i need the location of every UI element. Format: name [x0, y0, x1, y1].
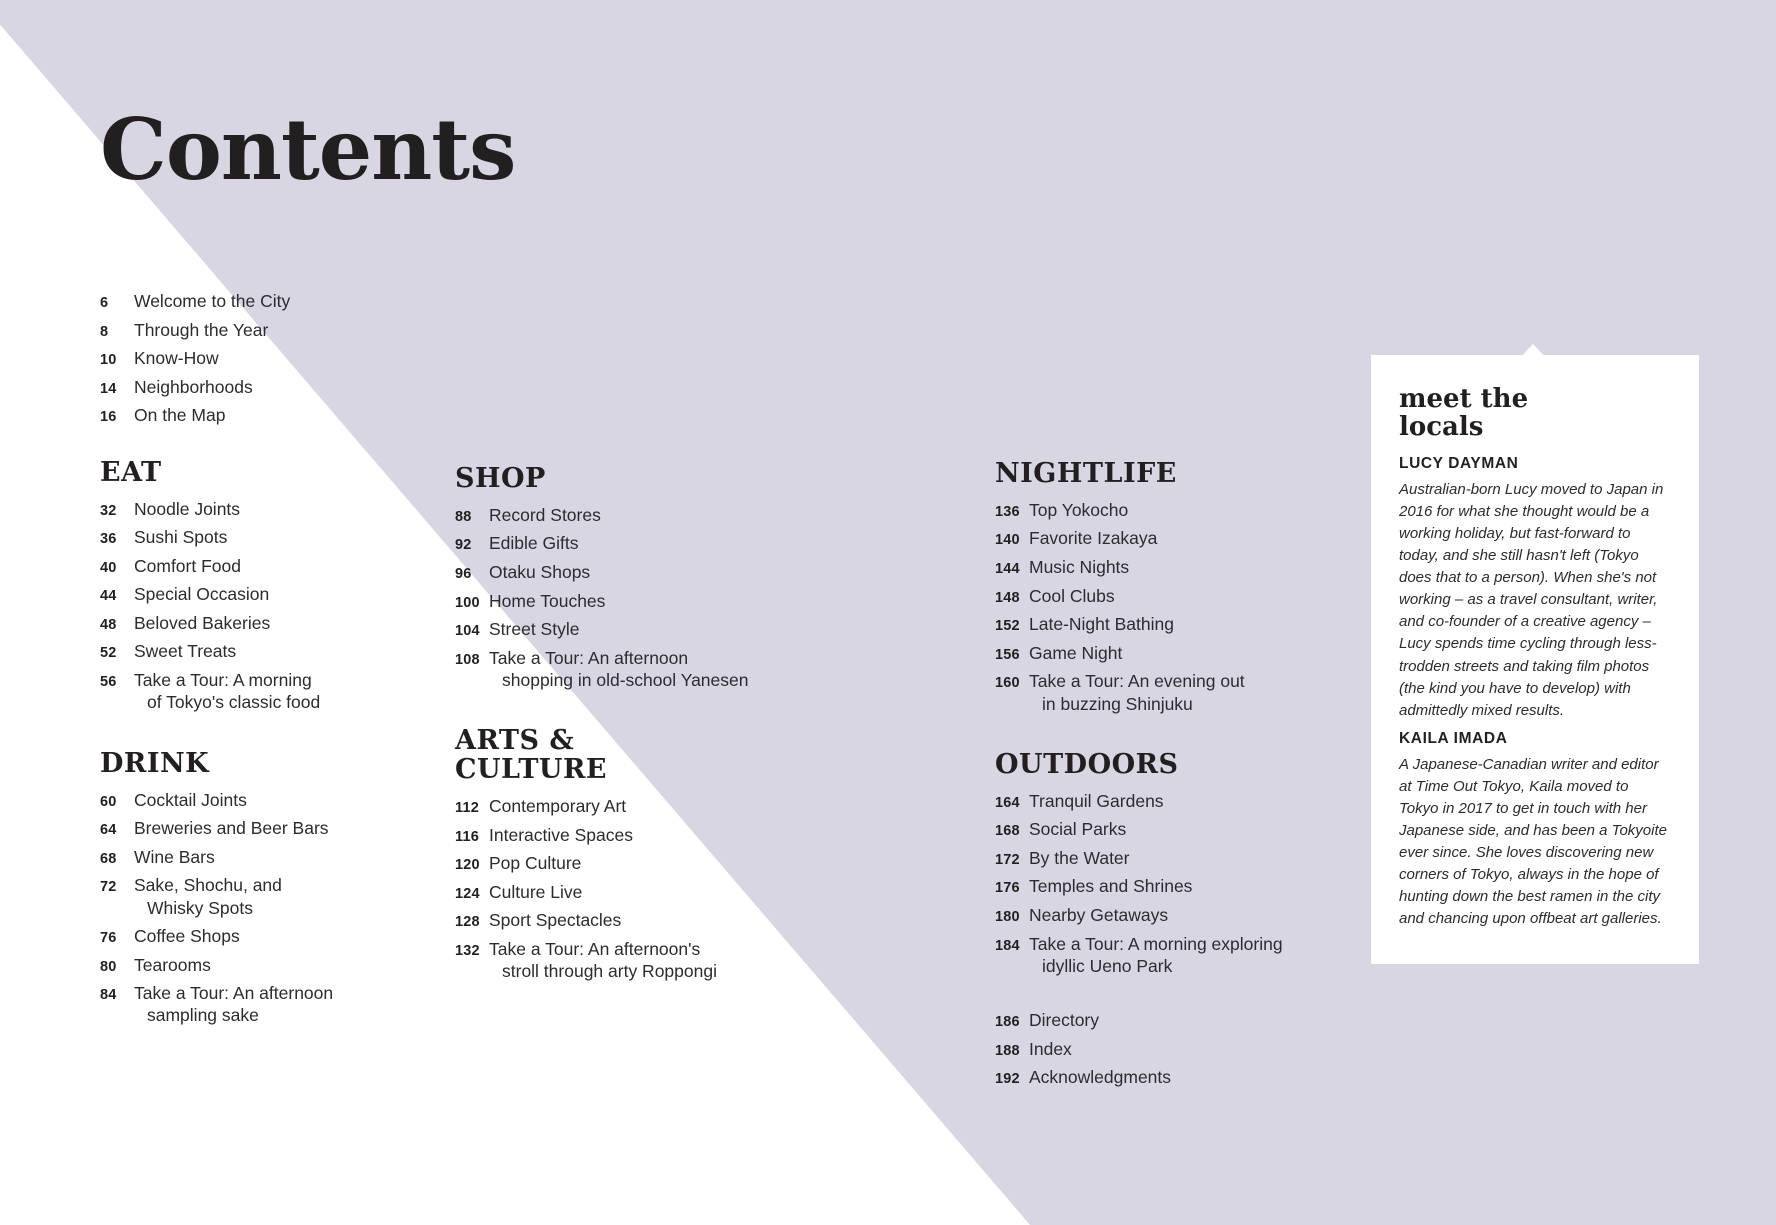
- page-number: 124: [455, 885, 480, 902]
- page-number: 116: [455, 828, 479, 845]
- page-number: 188: [995, 1042, 1020, 1059]
- page-number: 52: [100, 645, 117, 662]
- list-item[interactable]: [100, 669, 400, 714]
- list-item[interactable]: [455, 909, 760, 932]
- list-item[interactable]: [455, 795, 760, 818]
- list-item[interactable]: [100, 846, 400, 869]
- page-number: 72: [100, 879, 117, 896]
- section-heading-eat: EAT: [100, 456, 162, 488]
- list-item[interactable]: [995, 790, 1305, 813]
- list-item[interactable]: [100, 925, 400, 948]
- page-number: 144: [995, 560, 1020, 577]
- page-number: 136: [995, 503, 1020, 520]
- entry-label-line2: of Tokyo's classic food: [147, 692, 321, 713]
- list-item[interactable]: [100, 555, 400, 578]
- list-item[interactable]: [100, 789, 400, 812]
- local-name: KAILA IMADA: [1399, 729, 1508, 747]
- list-item[interactable]: [455, 881, 760, 904]
- entry-label: Wine Bars: [134, 846, 215, 867]
- page-number: 92: [455, 537, 472, 554]
- entry-label-line2: stroll through arty Roppongi: [502, 961, 717, 982]
- entry-label: Temples and Shrines: [1029, 876, 1193, 897]
- entry-label: Record Stores: [489, 504, 601, 525]
- section-heading-shop: SHOP: [455, 463, 546, 494]
- entry-label: [134, 874, 400, 919]
- page-number: 32: [100, 502, 117, 519]
- page-number: 108: [455, 651, 480, 668]
- page-number: 192: [995, 1071, 1020, 1088]
- page-number: 84: [100, 987, 117, 1004]
- local-bio: Australian-born Lucy moved to Japan in 2016 for what she thought would be a working holiday, but fast-forward to today, and she still hasn't left (Tokyo does that to a person). When she's not working – as a travel consultant, writer, and co-founder of a creative agency – Lucy spends time cycling through less-trodden streets and taking film photos (the kind you have to develop) with admittedly mixed results.: [1399, 481, 1664, 719]
- page-number: 184: [995, 937, 1020, 954]
- entry-label: Acknowledgments: [1029, 1067, 1172, 1088]
- entry-label: Special Occasion: [134, 584, 270, 605]
- list-item[interactable]: [995, 1066, 1305, 1089]
- entry-label: Breweries and Beer Bars: [134, 818, 329, 839]
- entry-label: Comfort Food: [134, 555, 241, 576]
- list-item[interactable]: [995, 499, 1305, 522]
- entry-label-line1: Take a Tour: An afternoon: [134, 983, 334, 1004]
- local-profile: [1399, 455, 1671, 722]
- entry-label: Tranquil Gardens: [1029, 790, 1164, 811]
- page-number: 160: [995, 675, 1020, 692]
- entry-label: Beloved Bakeries: [134, 612, 271, 633]
- section-heading-outdoors: OUTDOORS: [995, 748, 1179, 780]
- entry-label: On the Map: [134, 405, 226, 426]
- entry-label-line2: Whisky Spots: [147, 897, 253, 918]
- list-item[interactable]: [100, 640, 400, 663]
- spacer: [100, 433, 400, 459]
- list-item[interactable]: [995, 933, 1305, 978]
- contents-column-1: [100, 290, 400, 1033]
- entry-label: Otaku Shops: [489, 561, 591, 582]
- section-heading-arts-culture: [455, 727, 760, 785]
- list-item[interactable]: [100, 404, 400, 427]
- list-item[interactable]: [100, 583, 400, 606]
- section-heading-drink: DRINK: [100, 747, 210, 779]
- page-number: 56: [100, 673, 117, 690]
- entry-label: Street Style: [489, 619, 580, 640]
- entry-label: Sushi Spots: [134, 527, 228, 548]
- entry-label: Social Parks: [1029, 819, 1127, 840]
- section-list-arts-culture: [455, 795, 760, 983]
- entry-label: Game Night: [1029, 642, 1123, 663]
- entry-label-line1: Take a Tour: A morning exploring: [1029, 933, 1283, 954]
- page-number: 44: [100, 588, 117, 605]
- page-number: 48: [100, 616, 117, 633]
- entry-label-line2: idyllic Ueno Park: [1042, 955, 1173, 976]
- page-number: 36: [100, 531, 117, 548]
- callout-title-line1: meet the: [1399, 384, 1529, 414]
- page-number: 88: [455, 508, 472, 525]
- page-number: 180: [995, 909, 1020, 925]
- list-item[interactable]: [455, 618, 760, 641]
- list-item[interactable]: [995, 585, 1305, 608]
- page-number: 80: [100, 958, 117, 975]
- section-heading-line2: CULTURE: [455, 754, 607, 786]
- page-number: 112: [455, 800, 479, 817]
- page-number: 152: [995, 618, 1020, 635]
- list-item[interactable]: [995, 527, 1305, 550]
- spacer: [995, 983, 1305, 1009]
- list-item[interactable]: [995, 847, 1305, 870]
- entry-label: Know-How: [134, 348, 219, 369]
- entry-label-line1: Take a Tour: An evening out: [1029, 671, 1245, 692]
- entry-label: Home Touches: [489, 590, 606, 611]
- entry-label: Welcome to the City: [134, 291, 291, 311]
- page-number: 120: [455, 857, 480, 874]
- entry-label: Index: [1029, 1038, 1072, 1059]
- list-item[interactable]: [995, 556, 1305, 579]
- entry-label: Sweet Treats: [134, 641, 237, 662]
- entry-label: [134, 982, 400, 1027]
- entry-label: Nearby Getaways: [1029, 905, 1169, 925]
- page-number: 60: [100, 793, 117, 810]
- page-number: 156: [995, 646, 1020, 663]
- list-item[interactable]: [100, 498, 400, 521]
- front-matter-list: [100, 290, 400, 427]
- list-item[interactable]: [100, 347, 400, 370]
- entry-label: By the Water: [1029, 847, 1130, 868]
- entry-label-line1: Take a Tour: An afternoon's: [489, 938, 701, 959]
- section-heading-nightlife: NIGHTLIFE: [995, 458, 1177, 489]
- entry-label: Directory: [1029, 1010, 1100, 1031]
- page-number: 14: [100, 380, 117, 397]
- page-number: 176: [995, 880, 1020, 897]
- page-number: 64: [100, 822, 117, 839]
- list-item[interactable]: [100, 526, 400, 549]
- entry-label: [1029, 933, 1305, 978]
- list-item[interactable]: [995, 642, 1305, 665]
- entry-label: [489, 938, 760, 983]
- page-number: 40: [100, 559, 117, 576]
- list-item[interactable]: [995, 904, 1305, 927]
- entry-label: Cool Clubs: [1029, 585, 1115, 606]
- page-number: 16: [100, 409, 117, 426]
- list-item[interactable]: [455, 561, 760, 584]
- entry-label: Through the Year: [134, 319, 269, 340]
- page-number: 6: [100, 295, 109, 311]
- page-number: 68: [100, 850, 117, 867]
- entry-label: Sport Spectacles: [489, 910, 622, 931]
- entry-label: Interactive Spaces: [489, 824, 633, 845]
- entry-label: Cocktail Joints: [134, 789, 247, 810]
- list-item[interactable]: [995, 1038, 1305, 1061]
- section-list-eat: [100, 498, 400, 714]
- list-item[interactable]: [100, 954, 400, 977]
- local-bio: A Japanese-Canadian writer and editor at Time Out Tokyo, Kaila moved to Tokyo in 2017 to get in touch with her Japanese side, and has been a Tokyoite ever since. She loves discovering new corners of Tokyo, always in the hope of hunting down the best ramen in the city and chancing upon offbeat art galleries.: [1399, 755, 1667, 927]
- entry-label: Tearooms: [134, 954, 211, 975]
- list-item[interactable]: [455, 532, 760, 555]
- entry-label: Neighborhoods: [134, 376, 253, 397]
- entry-label: Noodle Joints: [134, 498, 241, 519]
- list-item[interactable]: [100, 612, 400, 635]
- page-number: 100: [455, 594, 480, 611]
- callout-title: [1399, 385, 1671, 441]
- entry-label: Late-Night Bathing: [1029, 614, 1174, 635]
- page-title: Contents: [100, 100, 516, 199]
- entry-label-line1: Sake, Shochu, and: [134, 875, 282, 896]
- entry-label-line2: in buzzing Shinjuku: [1042, 693, 1193, 714]
- entry-label: Contemporary Art: [489, 796, 627, 817]
- entry-label-line1: Take a Tour: An afternoon: [489, 647, 689, 668]
- entry-label: Top Yokocho: [1029, 499, 1129, 520]
- contents-column-3: [995, 460, 1305, 1095]
- list-item[interactable]: [100, 982, 400, 1027]
- section-list-drink: [100, 789, 400, 1027]
- local-name: LUCY DAYMAN: [1399, 455, 1519, 473]
- entry-label: Pop Culture: [489, 853, 582, 874]
- meet-the-locals-callout: [1371, 355, 1699, 964]
- page-number: 76: [100, 929, 117, 946]
- entry-label: Music Nights: [1029, 556, 1130, 577]
- page-number: 172: [995, 851, 1020, 868]
- page-number: 186: [995, 1014, 1020, 1031]
- list-item[interactable]: [455, 938, 760, 983]
- section-list-nightlife: [995, 499, 1305, 715]
- list-item[interactable]: [995, 818, 1305, 841]
- list-item[interactable]: [100, 874, 400, 919]
- list-item[interactable]: [995, 670, 1305, 715]
- page-number: 10: [100, 352, 117, 369]
- callout-title-line2: locals: [1399, 412, 1484, 443]
- entry-label-line1: Take a Tour: A morning: [134, 669, 312, 690]
- page-number: 140: [995, 532, 1020, 549]
- entry-label: [1029, 670, 1305, 715]
- entry-label: Edible Gifts: [489, 533, 579, 554]
- local-profile: [1399, 730, 1671, 930]
- page-number: 168: [995, 823, 1020, 840]
- page-number: 96: [455, 565, 472, 582]
- page-number: 148: [995, 589, 1020, 606]
- list-item[interactable]: [995, 1009, 1305, 1032]
- page-number: 8: [100, 323, 109, 340]
- entry-label: [489, 647, 760, 692]
- page-number: 132: [455, 942, 480, 959]
- entry-label-line2: sampling sake: [147, 1005, 259, 1026]
- list-item[interactable]: [100, 290, 400, 313]
- page-number: 164: [995, 794, 1020, 811]
- list-item[interactable]: [455, 504, 760, 527]
- section-heading-line1: ARTS &: [455, 725, 575, 757]
- page-number: 104: [455, 623, 480, 640]
- list-item[interactable]: [100, 817, 400, 840]
- page-number: 128: [455, 914, 480, 931]
- list-item[interactable]: [995, 613, 1305, 636]
- entry-label: [134, 669, 400, 714]
- entry-label-line2: shopping in old-school Yanesen: [502, 670, 749, 690]
- section-list-outdoors: [995, 790, 1305, 978]
- contents-column-2: [455, 465, 760, 989]
- list-item[interactable]: [100, 376, 400, 399]
- entry-label: Favorite Izakaya: [1029, 528, 1158, 549]
- back-matter-list: [995, 1009, 1305, 1089]
- list-item[interactable]: [100, 319, 400, 342]
- section-list-shop: [455, 504, 760, 692]
- list-item[interactable]: [455, 824, 760, 847]
- list-item[interactable]: [455, 647, 760, 692]
- entry-label: Culture Live: [489, 881, 583, 902]
- list-item[interactable]: [455, 852, 760, 875]
- list-item[interactable]: [995, 875, 1305, 898]
- list-item[interactable]: [455, 590, 760, 613]
- entry-label: Coffee Shops: [134, 925, 240, 946]
